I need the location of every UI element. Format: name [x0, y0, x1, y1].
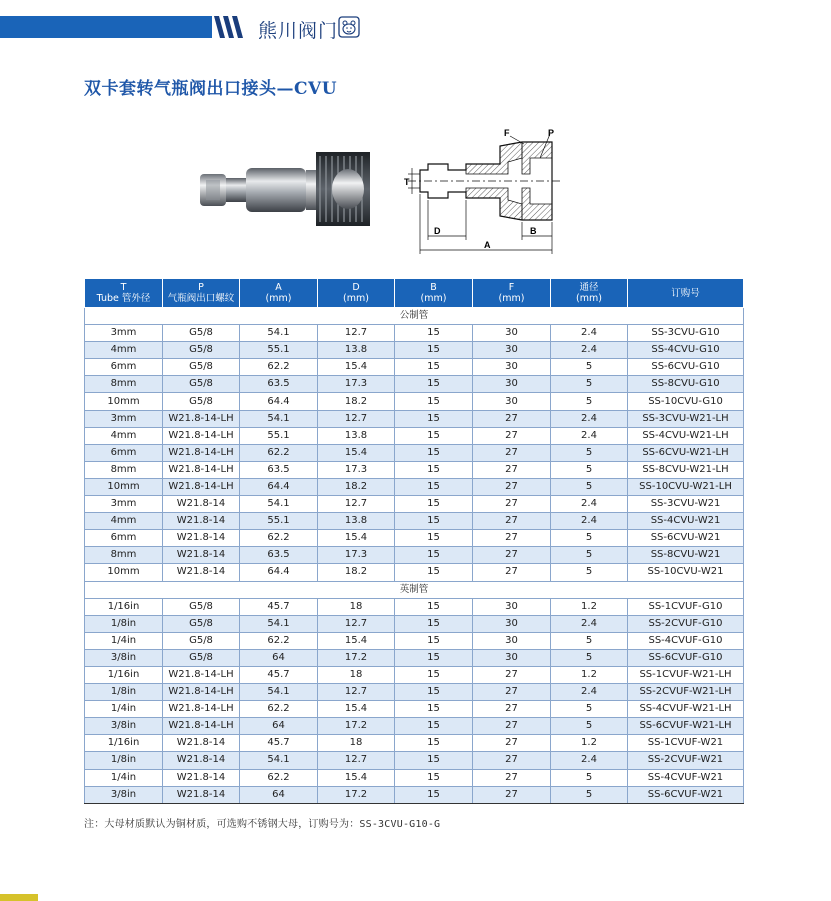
table-cell: 17.3 [318, 547, 395, 564]
table-cell: 15 [395, 496, 473, 513]
header-band [0, 16, 212, 38]
bear-seal-icon [338, 16, 360, 38]
table-cell: SS-1CVUF-G10 [628, 598, 744, 615]
table-cell: 15 [395, 598, 473, 615]
table-cell: 3mm [85, 410, 163, 427]
table-cell: W21.8-14 [163, 752, 240, 769]
table-cell: 62.2 [240, 632, 318, 649]
table-cell: 15 [395, 359, 473, 376]
brand-stripes-icon [212, 14, 252, 40]
table-cell: 15 [395, 393, 473, 410]
table-cell: 30 [473, 598, 551, 615]
table-cell: 30 [473, 649, 551, 666]
column-header-unit: Tube 管外径 [96, 293, 151, 304]
table-cell: G5/8 [163, 649, 240, 666]
table-cell: 54.1 [240, 325, 318, 342]
table-cell: 1/8in [85, 752, 163, 769]
table-cell: SS-6CVUF-G10 [628, 649, 744, 666]
table-cell: W21.8-14 [163, 496, 240, 513]
table-cell: 15.4 [318, 632, 395, 649]
table-cell: SS-6CVU-G10 [628, 359, 744, 376]
table-cell: 12.7 [318, 325, 395, 342]
table-cell: 15 [395, 786, 473, 803]
table-cell: 27 [473, 701, 551, 718]
table-cell: 5 [551, 461, 628, 478]
table-cell: 5 [551, 564, 628, 581]
table-cell: 27 [473, 547, 551, 564]
table-cell: 17.2 [318, 649, 395, 666]
table-cell: 27 [473, 478, 551, 495]
table-cell: W21.8-14-LH [163, 410, 240, 427]
column-header [318, 279, 395, 308]
table-cell: 1/4in [85, 769, 163, 786]
table-cell: 15.4 [318, 359, 395, 376]
table-cell: SS-4CVUF-G10 [628, 632, 744, 649]
table-cell: 55.1 [240, 513, 318, 530]
table-cell: 15 [395, 684, 473, 701]
table-cell: 15 [395, 547, 473, 564]
table-cell: 3/8in [85, 718, 163, 735]
table-cell: 17.2 [318, 786, 395, 803]
table-cell: SS-3CVU-W21 [628, 496, 744, 513]
table-row [85, 684, 744, 701]
table-cell: 15 [395, 615, 473, 632]
table-cell: 2.4 [551, 684, 628, 701]
column-header [85, 279, 163, 308]
table-cell: SS-3CVU-W21-LH [628, 410, 744, 427]
table-cell: 5 [551, 649, 628, 666]
column-header [240, 279, 318, 308]
table-cell: 62.2 [240, 530, 318, 547]
table-cell: 30 [473, 615, 551, 632]
table-cell: 27 [473, 513, 551, 530]
spec-table [84, 278, 744, 804]
table-cell: 1/16in [85, 735, 163, 752]
table-row [85, 649, 744, 666]
table-cell: 12.7 [318, 684, 395, 701]
column-header [163, 279, 240, 308]
table-cell: 15 [395, 342, 473, 359]
table-cell: 15 [395, 752, 473, 769]
column-header-symbol: D [352, 282, 360, 293]
column-header-symbol: 订购号 [671, 287, 700, 299]
table-cell: G5/8 [163, 359, 240, 376]
table-cell: 30 [473, 376, 551, 393]
table-cell: SS-3CVU-G10 [628, 325, 744, 342]
table-cell: W21.8-14-LH [163, 666, 240, 683]
table-cell: 6mm [85, 359, 163, 376]
table-cell: 54.1 [240, 496, 318, 513]
table-cell: SS-4CVU-G10 [628, 342, 744, 359]
table-cell: 5 [551, 718, 628, 735]
table-cell: 17.2 [318, 718, 395, 735]
table-cell: 4mm [85, 427, 163, 444]
table-cell: SS-8CVU-G10 [628, 376, 744, 393]
table-cell: 10mm [85, 393, 163, 410]
table-cell: W21.8-14 [163, 564, 240, 581]
table-cell: 4mm [85, 342, 163, 359]
footnote: 注：大母材质默认为铜材质，可选购不锈钢大母，订购号为：SS-3CVU-G10-G [84, 819, 441, 830]
section-row [85, 581, 744, 598]
table-row [85, 478, 744, 495]
table-cell: 15 [395, 513, 473, 530]
table-cell: W21.8-14-LH [163, 684, 240, 701]
table-cell: 27 [473, 666, 551, 683]
table-cell: 4mm [85, 513, 163, 530]
table-cell: 5 [551, 547, 628, 564]
table-row [85, 427, 744, 444]
column-header [551, 279, 628, 308]
brand-name: 熊川阀门 [258, 20, 339, 42]
table-cell: 15 [395, 735, 473, 752]
table-cell: G5/8 [163, 632, 240, 649]
table-cell: 8mm [85, 461, 163, 478]
table-row [85, 786, 744, 803]
table-cell: 45.7 [240, 666, 318, 683]
table-cell: 2.4 [551, 342, 628, 359]
table-cell: 54.1 [240, 752, 318, 769]
column-header-unit: (mm) [498, 293, 525, 304]
table-cell: W21.8-14 [163, 786, 240, 803]
table-cell: 1.2 [551, 735, 628, 752]
table-row [85, 564, 744, 581]
table-row [85, 666, 744, 683]
table-cell: SS-4CVUF-W21-LH [628, 701, 744, 718]
table-cell: W21.8-14 [163, 547, 240, 564]
table-cell: 55.1 [240, 342, 318, 359]
label-a: A [484, 240, 491, 250]
table-row [85, 325, 744, 342]
table-cell: 5 [551, 701, 628, 718]
table-cell: SS-8CVU-W21-LH [628, 461, 744, 478]
table-cell: 15 [395, 564, 473, 581]
table-cell: W21.8-14-LH [163, 478, 240, 495]
table-cell: SS-10CVU-W21-LH [628, 478, 744, 495]
table-cell: 6mm [85, 530, 163, 547]
table-cell: 15 [395, 632, 473, 649]
table-row [85, 376, 744, 393]
table-cell: 1/16in [85, 666, 163, 683]
table-cell: 18 [318, 666, 395, 683]
table-cell: 30 [473, 359, 551, 376]
table-row [85, 547, 744, 564]
table-cell: 5 [551, 376, 628, 393]
table-cell: 3/8in [85, 786, 163, 803]
table-row [85, 615, 744, 632]
column-header-symbol: T [120, 282, 127, 293]
page-title: 双卡套转气瓶阀出口接头—CVU [84, 79, 338, 99]
table-cell: 2.4 [551, 427, 628, 444]
table-cell: 18.2 [318, 478, 395, 495]
table-cell: 3mm [85, 496, 163, 513]
table-cell: 15 [395, 530, 473, 547]
column-header-unit: (mm) [343, 293, 369, 304]
table-cell: 2.4 [551, 410, 628, 427]
table-cell: 64 [240, 649, 318, 666]
table-cell: 18.2 [318, 564, 395, 581]
table-cell: 5 [551, 786, 628, 803]
table-cell: 6mm [85, 444, 163, 461]
table-cell: SS-2CVUF-W21 [628, 752, 744, 769]
table-cell: 2.4 [551, 615, 628, 632]
table-cell: SS-2CVUF-G10 [628, 615, 744, 632]
table-cell: 27 [473, 444, 551, 461]
table-row [85, 496, 744, 513]
table-cell: 54.1 [240, 410, 318, 427]
table-cell: 27 [473, 769, 551, 786]
table-cell: 15 [395, 718, 473, 735]
table-cell: 54.1 [240, 684, 318, 701]
table-cell: SS-1CVUF-W21 [628, 735, 744, 752]
table-cell: 55.1 [240, 427, 318, 444]
table-cell: 30 [473, 632, 551, 649]
table-cell: 27 [473, 530, 551, 547]
table-cell: 63.5 [240, 547, 318, 564]
table-cell: 64.4 [240, 564, 318, 581]
table-cell: G5/8 [163, 376, 240, 393]
table-cell: 5 [551, 769, 628, 786]
table-cell: SS-6CVUF-W21 [628, 786, 744, 803]
table-cell: SS-4CVU-W21 [628, 513, 744, 530]
table-cell: SS-8CVU-W21 [628, 547, 744, 564]
table-row [85, 513, 744, 530]
table-row [85, 632, 744, 649]
label-t: T [404, 177, 410, 187]
table-cell: 1/8in [85, 615, 163, 632]
table-cell: 5 [551, 478, 628, 495]
table-cell: 27 [473, 410, 551, 427]
label-b: B [530, 226, 537, 236]
table-cell: W21.8-14 [163, 530, 240, 547]
table-cell: 12.7 [318, 410, 395, 427]
table-cell: 15.4 [318, 444, 395, 461]
table-cell: 1.2 [551, 666, 628, 683]
section-title: 公制管 [85, 308, 744, 325]
table-cell: 15.4 [318, 530, 395, 547]
column-header-symbol: 通径 [579, 282, 599, 293]
table-cell: 15 [395, 427, 473, 444]
table-cell: 15 [395, 444, 473, 461]
table-cell: 5 [551, 530, 628, 547]
table-cell: 15 [395, 325, 473, 342]
column-header [628, 279, 744, 308]
table-cell: 5 [551, 359, 628, 376]
table-cell: 15 [395, 666, 473, 683]
column-header-unit: 气瓶阀出口螺纹 [167, 293, 235, 304]
dimension-drawing [400, 128, 565, 258]
table-cell: 15.4 [318, 701, 395, 718]
table-cell: 63.5 [240, 461, 318, 478]
table-cell: G5/8 [163, 598, 240, 615]
table-cell: W21.8-14-LH [163, 718, 240, 735]
table-cell: 13.8 [318, 513, 395, 530]
column-header-unit: (mm) [576, 293, 602, 304]
table-cell: 30 [473, 325, 551, 342]
table-cell: 27 [473, 718, 551, 735]
table-cell: 27 [473, 427, 551, 444]
table-cell: 1/16in [85, 598, 163, 615]
table-cell: G5/8 [163, 615, 240, 632]
table-cell: W21.8-14-LH [163, 461, 240, 478]
table-cell: 2.4 [551, 752, 628, 769]
table-cell: SS-10CVU-W21 [628, 564, 744, 581]
table-row [85, 701, 744, 718]
table-cell: 10mm [85, 564, 163, 581]
table-cell: 1/4in [85, 701, 163, 718]
table-cell: 27 [473, 786, 551, 803]
table-row [85, 444, 744, 461]
table-row [85, 393, 744, 410]
table-cell: 27 [473, 564, 551, 581]
table-cell: 5 [551, 393, 628, 410]
label-d: D [434, 226, 441, 236]
column-header-unit: (mm) [265, 293, 292, 304]
table-cell: SS-10CVU-G10 [628, 393, 744, 410]
table-cell: 18.2 [318, 393, 395, 410]
table-cell: 17.3 [318, 461, 395, 478]
table-cell: W21.8-14-LH [163, 427, 240, 444]
table-cell: 17.3 [318, 376, 395, 393]
table-cell: SS-1CVUF-W21-LH [628, 666, 744, 683]
table-cell: 2.4 [551, 325, 628, 342]
table-cell: 3/8in [85, 649, 163, 666]
table-cell: SS-6CVU-W21-LH [628, 444, 744, 461]
table-cell: 1.2 [551, 598, 628, 615]
product-photo [196, 150, 371, 228]
table-row [85, 410, 744, 427]
table-cell: 18 [318, 735, 395, 752]
table-cell: 12.7 [318, 496, 395, 513]
table-cell: G5/8 [163, 393, 240, 410]
table-cell: 64 [240, 718, 318, 735]
label-p: P [548, 128, 555, 138]
table-cell: 3mm [85, 325, 163, 342]
table-cell: 64.4 [240, 393, 318, 410]
table-cell: 27 [473, 461, 551, 478]
table-cell: 15.4 [318, 769, 395, 786]
table-cell: 15 [395, 461, 473, 478]
table-cell: 10mm [85, 478, 163, 495]
table-cell: 15 [395, 478, 473, 495]
table-cell: 8mm [85, 376, 163, 393]
column-header-symbol: F [508, 282, 515, 293]
table-row [85, 735, 744, 752]
column-header [395, 279, 473, 308]
table-cell: SS-6CVUF-W21-LH [628, 718, 744, 735]
table-cell: 12.7 [318, 752, 395, 769]
table-cell: 2.4 [551, 513, 628, 530]
table-cell: SS-4CVU-W21-LH [628, 427, 744, 444]
column-header-symbol: A [275, 282, 282, 293]
table-cell: 27 [473, 752, 551, 769]
section-row [85, 308, 744, 325]
table-cell: 1/8in [85, 684, 163, 701]
table-cell: 15 [395, 769, 473, 786]
table-cell: 27 [473, 496, 551, 513]
table-cell: 30 [473, 342, 551, 359]
table-row [85, 530, 744, 547]
table-cell: SS-6CVU-W21 [628, 530, 744, 547]
table-cell: 1/4in [85, 632, 163, 649]
table-cell: 8mm [85, 547, 163, 564]
table-cell: 5 [551, 444, 628, 461]
table-cell: W21.8-14-LH [163, 444, 240, 461]
table-cell: 30 [473, 393, 551, 410]
table-row [85, 769, 744, 786]
table-cell: 64 [240, 786, 318, 803]
table-header-row [85, 279, 744, 308]
table-cell: 45.7 [240, 598, 318, 615]
table-cell: 45.7 [240, 735, 318, 752]
table-cell: 12.7 [318, 615, 395, 632]
column-header-symbol: B [430, 282, 437, 293]
table-cell: W21.8-14-LH [163, 701, 240, 718]
table-cell: 2.4 [551, 496, 628, 513]
table-cell: G5/8 [163, 325, 240, 342]
table-cell: W21.8-14 [163, 735, 240, 752]
table-cell: 15 [395, 701, 473, 718]
table-row [85, 752, 744, 769]
table-cell: 15 [395, 649, 473, 666]
label-f: F [504, 128, 510, 138]
footer-accent-bar [0, 894, 38, 901]
table-cell: 13.8 [318, 342, 395, 359]
column-header-symbol: P [198, 282, 204, 293]
table-cell: 63.5 [240, 376, 318, 393]
table-cell: 27 [473, 684, 551, 701]
table-cell: 62.2 [240, 769, 318, 786]
table-cell: 5 [551, 632, 628, 649]
table-cell: 15 [395, 410, 473, 427]
table-cell: G5/8 [163, 342, 240, 359]
table-row [85, 359, 744, 376]
table-cell: 62.2 [240, 359, 318, 376]
table-cell: W21.8-14 [163, 513, 240, 530]
table-row [85, 461, 744, 478]
table-cell: 18 [318, 598, 395, 615]
table-row [85, 342, 744, 359]
table-row [85, 598, 744, 615]
table-cell: 15 [395, 376, 473, 393]
table-cell: 62.2 [240, 701, 318, 718]
table-row [85, 718, 744, 735]
table-cell: 64.4 [240, 478, 318, 495]
section-title: 英制管 [85, 581, 744, 598]
table-cell: SS-4CVUF-W21 [628, 769, 744, 786]
table-cell: SS-2CVUF-W21-LH [628, 684, 744, 701]
table-cell: 62.2 [240, 444, 318, 461]
column-header-unit: (mm) [420, 293, 447, 304]
table-cell: 27 [473, 735, 551, 752]
table-cell: 13.8 [318, 427, 395, 444]
table-cell: W21.8-14 [163, 769, 240, 786]
table-cell: 54.1 [240, 615, 318, 632]
column-header [473, 279, 551, 308]
